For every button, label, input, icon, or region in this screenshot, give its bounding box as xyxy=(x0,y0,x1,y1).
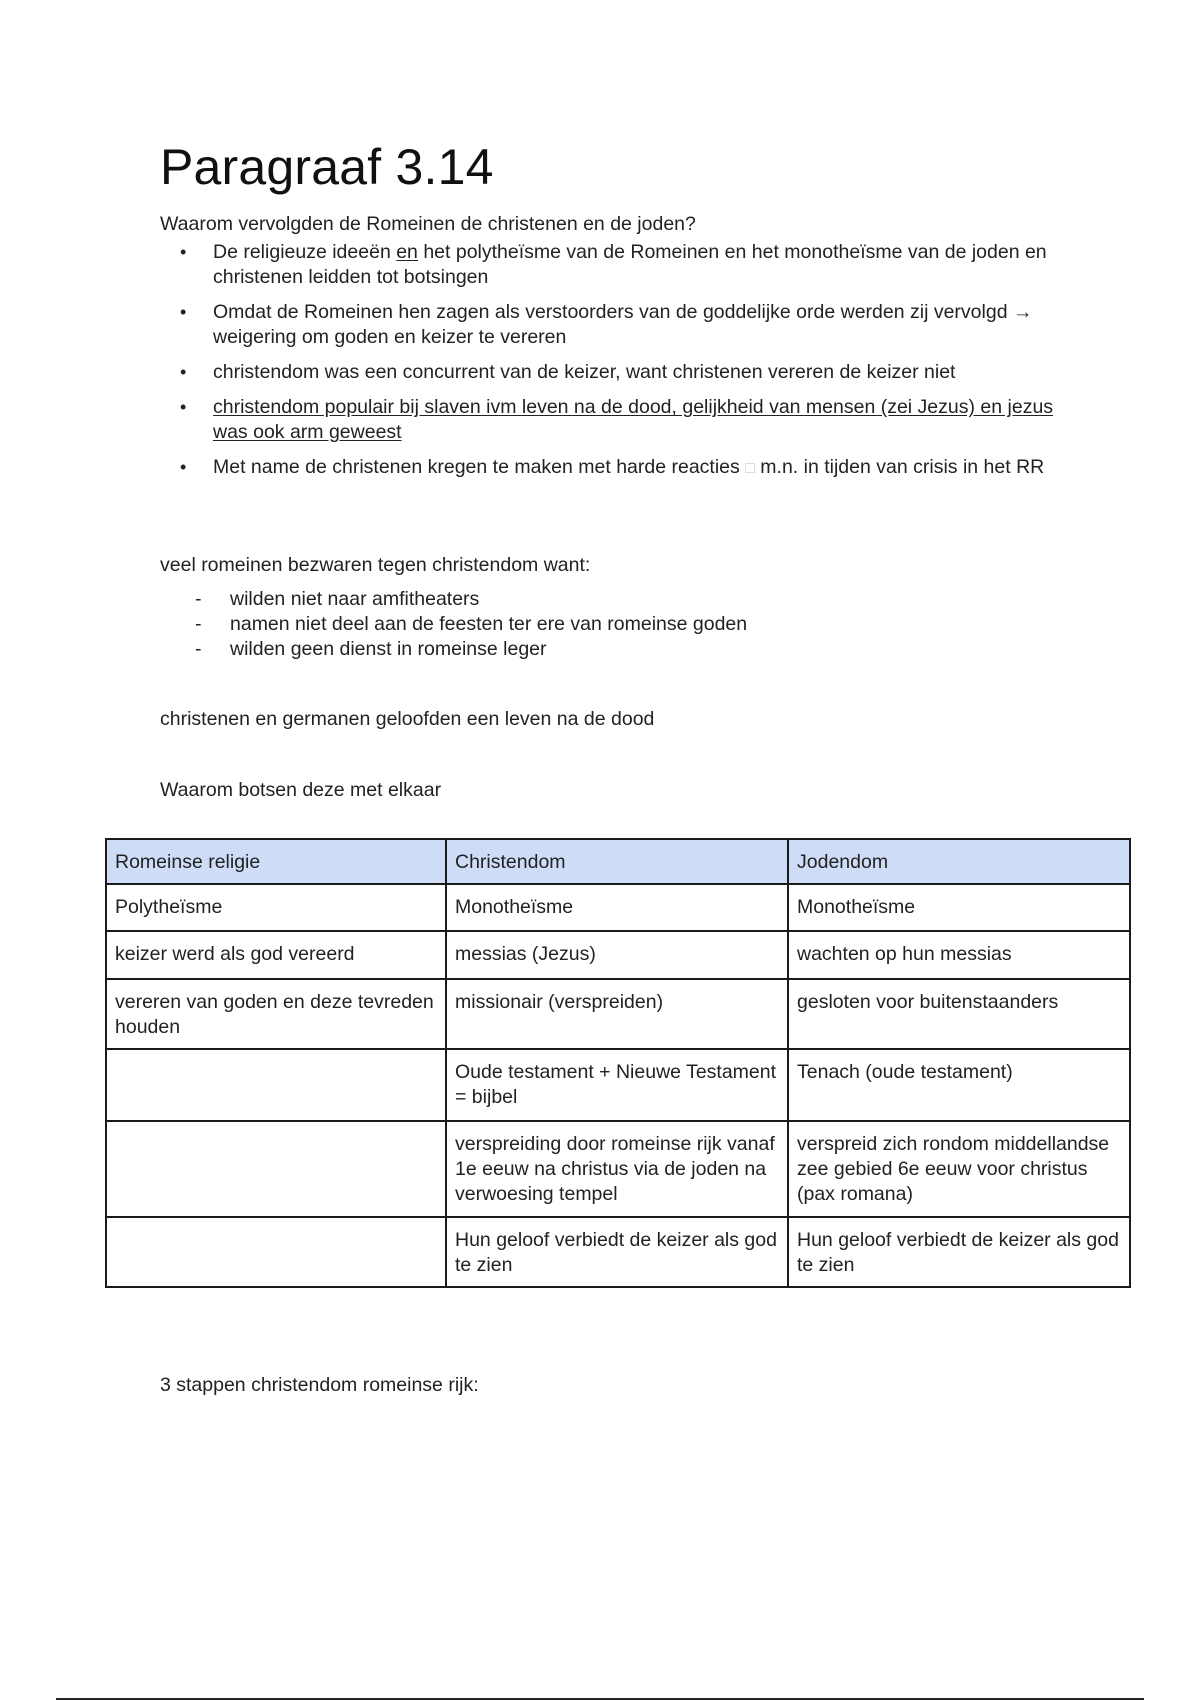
list-item: • christendom populair bij slaven ivm leven na de dood, gelijkheid van mensen (zei Jezus) en jezus was ook arm geweest xyxy=(180,396,1054,443)
afterlife-text: christenen en germanen geloofden een leven na de dood xyxy=(160,708,655,730)
table-cell: verspreiding door romeinse rijk vanaf 1e eeuw na christus via de joden na verwoesing tempel xyxy=(446,1121,788,1217)
table-cell xyxy=(106,1049,446,1121)
list-item: • De religieuze ideeën en het polytheïsme van de Romeinen en het monotheïsme van de joden en christenen leidden tot botsingen xyxy=(180,241,1047,288)
bullet-icon: • xyxy=(180,362,187,382)
table-cell: vereren van goden en deze tevreden houden xyxy=(106,979,446,1049)
bullet-icon: • xyxy=(180,302,187,322)
table-cell: keizer werd als god vereerd xyxy=(106,931,446,979)
table-cell xyxy=(106,1121,446,1217)
table-cell: messias (Jezus) xyxy=(446,931,788,979)
page-title: Paragraaf 3.14 xyxy=(160,139,494,195)
dash-icon: - xyxy=(195,613,202,635)
bullet-icon: • xyxy=(180,397,187,417)
table-cell: Monotheïsme xyxy=(788,884,1130,931)
list-item: • Omdat de Romeinen hen zagen als verstoorders van de goddelijke orde werden zij vervolgd → weigering om goden en keizer te vereren xyxy=(180,301,1033,348)
table-cell: Monotheïsme xyxy=(446,884,788,931)
table-header-row xyxy=(106,839,1130,884)
list-item: - wilden niet naar amfitheaters xyxy=(195,588,480,610)
table-row xyxy=(106,931,1130,979)
table-row xyxy=(106,1049,1130,1121)
bullet-icon: • xyxy=(180,242,187,262)
table-cell: Oude testament + Nieuwe Testament = bijbel xyxy=(446,1049,788,1121)
bullet-icon: • xyxy=(180,457,187,477)
table-cell: Hun geloof verbiedt de keizer als god te zien xyxy=(788,1217,1130,1287)
list-item: - namen niet deel aan de feesten ter ere van romeinse goden xyxy=(195,613,748,635)
table-cell xyxy=(106,1217,446,1287)
table-cell: wachten op hun messias xyxy=(788,931,1130,979)
missing-glyph-icon: □ xyxy=(745,460,755,477)
dash-icon: - xyxy=(195,638,202,660)
question-text: Waarom vervolgden de Romeinen de christenen en de joden? xyxy=(160,213,696,235)
table-cell: Tenach (oude testament) xyxy=(788,1049,1130,1121)
table-row xyxy=(106,1121,1130,1217)
table-cell: missionair (verspreiden) xyxy=(446,979,788,1049)
list-item: - wilden geen dienst in romeinse leger xyxy=(195,638,547,660)
table-cell: Hun geloof verbiedt de keizer als god te zien xyxy=(446,1217,788,1287)
list-item: • Met name de christenen kregen te maken met harde reacties □ m.n. in tijden van crisis in het RR xyxy=(180,456,1045,478)
dash-icon: - xyxy=(195,588,202,610)
table-row xyxy=(106,884,1130,931)
table-cell: verspreid zich rondom middellandse zee gebied 6e eeuw voor christus (pax romana) xyxy=(788,1121,1130,1217)
objections-intro: veel romeinen bezwaren tegen christendom want: xyxy=(160,554,591,576)
steps-heading: 3 stappen christendom romeinse rijk: xyxy=(160,1374,479,1396)
table-intro: Waarom botsen deze met elkaar xyxy=(160,779,442,801)
comparison-table xyxy=(105,838,1131,1288)
table-header-cell: Christendom xyxy=(446,839,788,884)
objections-list xyxy=(160,587,747,662)
table-row xyxy=(106,1217,1130,1287)
reasons-list xyxy=(160,240,1080,491)
table-header-cell: Jodendom xyxy=(788,839,1130,884)
table-row xyxy=(106,979,1130,1049)
table-cell: Polytheïsme xyxy=(106,884,446,931)
table-header-cell: Romeinse religie xyxy=(106,839,446,884)
list-item: • christendom was een concurrent van de keizer, want christenen vereren de keizer niet xyxy=(180,361,956,383)
table-cell: gesloten voor buitenstaanders xyxy=(788,979,1130,1049)
